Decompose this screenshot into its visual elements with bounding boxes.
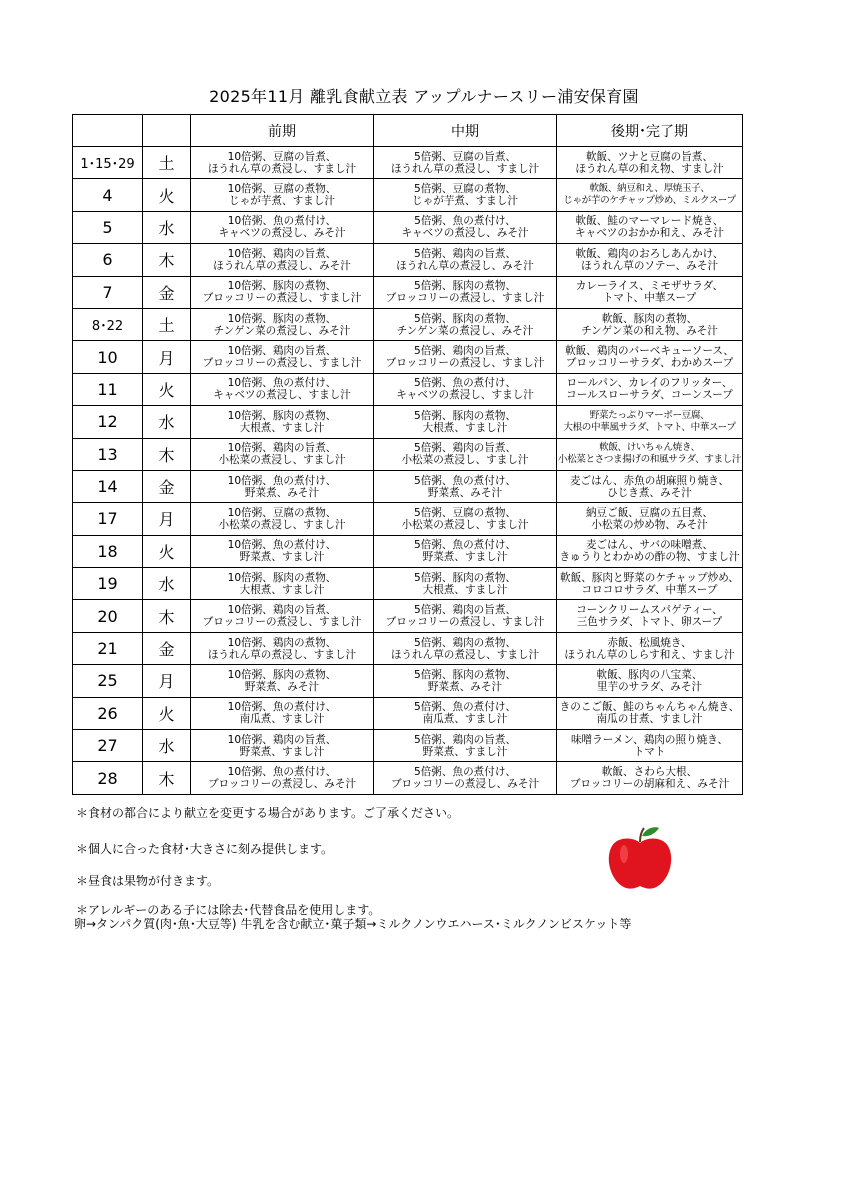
meal-line: 10倍粥、鶏肉の旨煮、 bbox=[227, 733, 337, 746]
early-stage-cell bbox=[191, 632, 374, 664]
middle-stage-cell bbox=[374, 406, 557, 438]
meal-line: 10倍粥、豆腐の旨煮、 bbox=[227, 150, 337, 163]
note-menu-change: ＊食材の都合により献立を変更する場合があります。ご了承ください。 bbox=[76, 806, 460, 820]
meal-line: じゃが芋煮、すまし汁 bbox=[412, 195, 518, 208]
meal-line: 5倍粥、豆腐の煮物、 bbox=[413, 506, 517, 519]
date-cell: 5 bbox=[73, 211, 143, 243]
meal-line: 10倍粥、魚の煮付け、 bbox=[227, 215, 337, 228]
date-cell: 17 bbox=[73, 503, 143, 535]
meal-line: 野菜煮、すまし汁 bbox=[422, 745, 508, 758]
meal-line: 10倍粥、魚の煮付け、 bbox=[227, 539, 337, 552]
meal-line: 軟飯、豚肉と野菜のケチャップ炒め、 bbox=[560, 571, 739, 584]
day-cell: 月 bbox=[143, 503, 191, 535]
meal-line: コロコロサラダ、中華スープ bbox=[581, 583, 718, 596]
meal-line: 5倍粥、鶏肉の旨煮、 bbox=[413, 733, 517, 746]
early-stage-cell bbox=[191, 179, 374, 211]
date-cell: 21 bbox=[73, 632, 143, 664]
day-cell: 火 bbox=[143, 179, 191, 211]
menu-row bbox=[73, 438, 743, 470]
meal-line: 軟飯、納豆和え、厚焼玉子、 bbox=[589, 183, 710, 195]
meal-line: カレーライス、ミモザサラダ、 bbox=[575, 280, 724, 293]
meal-line: チンゲン菜の和え物、みそ汁 bbox=[581, 324, 718, 337]
meal-line: 5倍粥、魚の煮付け、 bbox=[413, 701, 517, 714]
early-stage-cell bbox=[191, 308, 374, 340]
meal-line: 野菜煮、すまし汁 bbox=[239, 745, 325, 758]
late-stage-cell bbox=[557, 730, 743, 762]
early-stage-cell bbox=[191, 373, 374, 405]
meal-line: ブロッコリーサラダ、わかめスープ bbox=[565, 357, 734, 370]
header-middle-stage: 中期 bbox=[374, 115, 557, 147]
meal-line: キャベツの煮浸し、みそ汁 bbox=[218, 227, 346, 240]
page-title: 2025年11月 離乳食献立表 アップルナースリー浦安保育園 bbox=[209, 87, 639, 106]
meal-line: キャベツの煮浸し、すまし汁 bbox=[396, 389, 534, 402]
meal-line: 10倍粥、鶏肉の旨煮、 bbox=[227, 345, 337, 358]
meal-line: ブロッコリーの煮浸し、みそ汁 bbox=[390, 778, 540, 791]
meal-line: 大根煮、すまし汁 bbox=[239, 421, 325, 434]
day-cell: 水 bbox=[143, 730, 191, 762]
meal-line: 大根煮、すまし汁 bbox=[422, 421, 508, 434]
meal-line: 10倍粥、鶏肉の旨煮、 bbox=[227, 604, 337, 617]
meal-line: ブロッコリーの煮浸し、すまし汁 bbox=[202, 357, 362, 370]
date-cell: 19 bbox=[73, 568, 143, 600]
menu-row bbox=[73, 470, 743, 502]
middle-stage-cell bbox=[374, 568, 557, 600]
meal-line: 10倍粥、豚肉の煮物、 bbox=[227, 280, 337, 293]
meal-line: 10倍粥、豚肉の煮物、 bbox=[227, 312, 337, 325]
late-stage-cell bbox=[557, 179, 743, 211]
menu-row bbox=[73, 697, 743, 729]
meal-line: キャベツのおかか和え、みそ汁 bbox=[575, 227, 724, 240]
meal-line: 野菜煮、みそ汁 bbox=[244, 486, 320, 499]
meal-line: チンゲン菜の煮浸し、みそ汁 bbox=[213, 324, 351, 337]
date-cell: 14 bbox=[73, 470, 143, 502]
meal-line: 5倍粥、鶏肉の煮物、 bbox=[413, 636, 517, 649]
meal-line: 里芋のサラダ、みそ汁 bbox=[596, 680, 703, 693]
late-stage-cell bbox=[557, 600, 743, 632]
meal-line: 5倍粥、豆腐の旨煮、 bbox=[413, 150, 517, 163]
meal-line: 10倍粥、豚肉の煮物、 bbox=[227, 409, 337, 422]
meal-line: 5倍粥、魚の煮付け、 bbox=[413, 474, 517, 487]
apple-highlight bbox=[620, 845, 628, 863]
late-stage-cell bbox=[557, 438, 743, 470]
late-stage-cell bbox=[557, 341, 743, 373]
menu-row bbox=[73, 568, 743, 600]
apple-icon bbox=[604, 822, 676, 892]
meal-line: 軟飯、鮭のマーマレード焼き、 bbox=[575, 215, 724, 228]
meal-line: 納豆ご飯、豆腐の五目煮、 bbox=[585, 506, 714, 519]
day-cell: 水 bbox=[143, 568, 191, 600]
meal-line: 5倍粥、鶏肉の旨煮、 bbox=[413, 345, 517, 358]
meal-line: 5倍粥、魚の煮付け、 bbox=[413, 539, 517, 552]
late-stage-cell bbox=[557, 697, 743, 729]
date-cell: 26 bbox=[73, 697, 143, 729]
middle-stage-cell bbox=[374, 665, 557, 697]
middle-stage-cell bbox=[374, 308, 557, 340]
date-cell: 11 bbox=[73, 373, 143, 405]
meal-line: 10倍粥、魚の煮付け、 bbox=[227, 766, 337, 779]
meal-line: ほうれん草の煮浸し、すまし汁 bbox=[390, 648, 540, 661]
meal-line: 5倍粥、豚肉の煮物、 bbox=[413, 280, 517, 293]
menu-row bbox=[73, 308, 743, 340]
meal-line: 軟飯、ツナと豆腐の旨煮、 bbox=[585, 150, 714, 163]
meal-line: キャベツの煮浸し、みそ汁 bbox=[401, 227, 529, 240]
menu-row bbox=[73, 276, 743, 308]
menu-row bbox=[73, 179, 743, 211]
meal-line: コーンクリームスパゲティー、 bbox=[576, 604, 723, 617]
early-stage-cell bbox=[191, 406, 374, 438]
date-cell: 28 bbox=[73, 762, 143, 794]
meal-line: 10倍粥、魚の煮付け、 bbox=[227, 701, 337, 714]
meal-line: ブロッコリーの胡麻和え、みそ汁 bbox=[569, 778, 730, 791]
middle-stage-cell bbox=[374, 632, 557, 664]
menu-row bbox=[73, 503, 743, 535]
meal-line: 軟飯、鶏肉のバーベキューソース、 bbox=[565, 345, 734, 358]
meal-line: トマト、中華スープ bbox=[602, 292, 697, 305]
date-cell: 13 bbox=[73, 438, 143, 470]
meal-line: 軟飯、けいちゃん焼き、 bbox=[599, 442, 700, 454]
meal-line: チンゲン菜の煮浸し、みそ汁 bbox=[396, 324, 534, 337]
meal-line: きのこご飯、鮭のちゃんちゃん焼き、 bbox=[559, 701, 740, 714]
late-stage-cell bbox=[557, 308, 743, 340]
day-cell: 水 bbox=[143, 211, 191, 243]
note-allergy: ＊アレルギーのある子には除去･代替食品を使用します。 bbox=[76, 903, 381, 917]
meal-line: ひじき煮、みそ汁 bbox=[607, 486, 692, 499]
day-cell: 金 bbox=[143, 632, 191, 664]
late-stage-cell bbox=[557, 147, 743, 179]
meal-line: ブロッコリーの煮浸し、すまし汁 bbox=[385, 357, 545, 370]
middle-stage-cell bbox=[374, 535, 557, 567]
meal-line: 5倍粥、豚肉の煮物、 bbox=[413, 571, 517, 584]
menu-row bbox=[73, 211, 743, 243]
menu-row bbox=[73, 341, 743, 373]
meal-line: 小松菜の煮浸し、すまし汁 bbox=[401, 518, 529, 531]
meal-line: ロールパン、カレイのフリッター、 bbox=[566, 377, 733, 390]
meal-line: 軟飯、さわら大根、 bbox=[601, 766, 698, 779]
meal-line: ほうれん草の煮浸し、すまし汁 bbox=[390, 162, 540, 175]
meal-line: 三色サラダ、トマト、卵スープ bbox=[576, 616, 723, 629]
date-cell: 20 bbox=[73, 600, 143, 632]
day-cell: 木 bbox=[143, 600, 191, 632]
late-stage-cell bbox=[557, 276, 743, 308]
date-cell: 4 bbox=[73, 179, 143, 211]
late-stage-cell bbox=[557, 244, 743, 276]
early-stage-cell bbox=[191, 762, 374, 794]
late-stage-cell bbox=[557, 373, 743, 405]
day-cell: 土 bbox=[143, 308, 191, 340]
menu-row bbox=[73, 373, 743, 405]
meal-line: 軟飯、鶏肉のおろしあんかけ、 bbox=[575, 247, 724, 260]
date-cell: 25 bbox=[73, 665, 143, 697]
meal-line: 小松菜の炒め物、みそ汁 bbox=[591, 518, 708, 531]
meal-line: 野菜煮、すまし汁 bbox=[239, 551, 325, 564]
meal-line: 5倍粥、豚肉の煮物、 bbox=[413, 668, 517, 681]
middle-stage-cell bbox=[374, 438, 557, 470]
header-late-stage: 後期･完了期 bbox=[557, 115, 743, 147]
date-cell: 1･15･29 bbox=[73, 147, 143, 179]
middle-stage-cell bbox=[374, 470, 557, 502]
day-cell: 月 bbox=[143, 665, 191, 697]
menu-row bbox=[73, 665, 743, 697]
meal-line: 赤飯、松風焼き、 bbox=[607, 636, 692, 649]
meal-line: トマト bbox=[633, 745, 666, 758]
meal-line: 10倍粥、鶏肉の煮物、 bbox=[227, 636, 337, 649]
meal-line: 5倍粥、鶏肉の旨煮、 bbox=[413, 442, 517, 455]
meal-line: 軟飯、豚肉の八宝菜、 bbox=[596, 668, 703, 681]
early-stage-cell bbox=[191, 276, 374, 308]
day-cell: 火 bbox=[143, 373, 191, 405]
meal-line: 野菜煮、みそ汁 bbox=[427, 680, 503, 693]
meal-line: 10倍粥、魚の煮付け、 bbox=[227, 474, 337, 487]
meal-line: ほうれん草のしらす和え、すまし汁 bbox=[564, 648, 735, 661]
header-row bbox=[73, 115, 743, 147]
early-stage-cell bbox=[191, 244, 374, 276]
date-cell: 27 bbox=[73, 730, 143, 762]
meal-line: ほうれん草の煮浸し、すまし汁 bbox=[207, 162, 357, 175]
middle-stage-cell bbox=[374, 503, 557, 535]
meal-line: 10倍粥、豚肉の煮物、 bbox=[227, 571, 337, 584]
meal-line: ブロッコリーの煮浸し、みそ汁 bbox=[207, 778, 357, 791]
late-stage-cell bbox=[557, 211, 743, 243]
header-early-stage: 前期 bbox=[191, 115, 374, 147]
day-cell: 月 bbox=[143, 341, 191, 373]
day-cell: 土 bbox=[143, 147, 191, 179]
meal-line: コールスローサラダ、コーンスープ bbox=[566, 389, 733, 402]
meal-line: 小松菜の煮浸し、すまし汁 bbox=[218, 454, 346, 467]
meal-line: ほうれん草の煮浸し、すまし汁 bbox=[207, 648, 357, 661]
note-allergy-detail: 卵→タンパク質(肉･魚･大豆等) 牛乳を含む献立･菓子類→ミルクノンウエハース･ミルクノンビスケット等 bbox=[74, 917, 632, 931]
meal-line: 大根煮、すまし汁 bbox=[239, 583, 325, 596]
meal-line: 味噌ラーメン、鶏肉の照り焼き、 bbox=[570, 733, 729, 746]
meal-line: 5倍粥、豚肉の煮物、 bbox=[413, 409, 517, 422]
meal-line: 南瓜煮、すまし汁 bbox=[239, 713, 325, 726]
meal-line: 5倍粥、魚の煮付け、 bbox=[414, 215, 516, 228]
day-cell: 木 bbox=[143, 438, 191, 470]
late-stage-cell bbox=[557, 665, 743, 697]
note-portion: ＊個人に合った食材･大きさに刻み提供します。 bbox=[76, 842, 334, 856]
note-fruit: ＊昼食は果物が付きます。 bbox=[76, 874, 220, 888]
meal-line: 5倍粥、豆腐の煮物、 bbox=[413, 183, 517, 196]
early-stage-cell bbox=[191, 697, 374, 729]
menu-row bbox=[73, 406, 743, 438]
meal-line: 大根煮、すまし汁 bbox=[422, 583, 508, 596]
early-stage-cell bbox=[191, 211, 374, 243]
meal-line: ブロッコリーの煮浸し、すまし汁 bbox=[385, 292, 545, 305]
middle-stage-cell bbox=[374, 373, 557, 405]
day-cell: 火 bbox=[143, 697, 191, 729]
meal-line: 軟飯、豚肉の煮物、 bbox=[601, 312, 698, 325]
meal-line: 麦ごはん、サバの味噌煮、 bbox=[585, 539, 714, 552]
menu-row bbox=[73, 632, 743, 664]
middle-stage-cell bbox=[374, 600, 557, 632]
apple-body bbox=[609, 838, 671, 888]
middle-stage-cell bbox=[374, 147, 557, 179]
meal-line: 10倍粥、鶏肉の旨煮、 bbox=[227, 247, 337, 260]
meal-line: 10倍粥、鶏肉の旨煮、 bbox=[227, 442, 337, 455]
menu-row bbox=[73, 244, 743, 276]
meal-line: じゃが芋のケチャップ炒め、ミルクスープ bbox=[563, 195, 736, 207]
meal-line: ブロッコリーの煮浸し、すまし汁 bbox=[202, 292, 362, 305]
late-stage-cell bbox=[557, 762, 743, 794]
menu-row bbox=[73, 147, 743, 179]
middle-stage-cell bbox=[374, 341, 557, 373]
meal-line: ブロッコリーの煮浸し、すまし汁 bbox=[202, 616, 362, 629]
meal-line: 10倍粥、豆腐の煮物、 bbox=[227, 506, 337, 519]
header-date bbox=[73, 115, 143, 147]
date-cell: 10 bbox=[73, 341, 143, 373]
meal-line: 大根の中華風サラダ、トマト、中華スープ bbox=[563, 421, 736, 433]
meal-line: 野菜煮、みそ汁 bbox=[427, 486, 503, 499]
header-day bbox=[143, 115, 191, 147]
meal-line: 野菜煮、すまし汁 bbox=[422, 551, 508, 564]
meal-line: 麦ごはん、赤魚の胡麻照り焼き、 bbox=[569, 474, 730, 487]
meal-line: きゅうりとわかめの酢の物、すまし汁 bbox=[559, 551, 740, 564]
day-cell: 金 bbox=[143, 276, 191, 308]
menu-row bbox=[73, 762, 743, 794]
early-stage-cell bbox=[191, 503, 374, 535]
meal-line: キャベツの煮浸し、すまし汁 bbox=[213, 389, 351, 402]
date-cell: 8･22 bbox=[73, 308, 143, 340]
early-stage-cell bbox=[191, 665, 374, 697]
meal-line: 小松菜とさつま揚げの和風サラダ、すまし汁 bbox=[557, 454, 742, 466]
middle-stage-cell bbox=[374, 730, 557, 762]
late-stage-cell bbox=[557, 406, 743, 438]
day-cell: 木 bbox=[143, 244, 191, 276]
early-stage-cell bbox=[191, 470, 374, 502]
meal-line: 10倍粥、魚の煮付け、 bbox=[227, 377, 337, 390]
meal-line: 10倍粥、豆腐の煮物、 bbox=[227, 183, 337, 196]
late-stage-cell bbox=[557, 535, 743, 567]
day-cell: 金 bbox=[143, 470, 191, 502]
menu-table bbox=[72, 114, 743, 795]
meal-line: ほうれん草の和え物、すまし汁 bbox=[575, 162, 724, 175]
meal-line: 5倍粥、鶏肉の旨煮、 bbox=[413, 247, 517, 260]
meal-line: 南瓜の甘煮、すまし汁 bbox=[596, 713, 703, 726]
middle-stage-cell bbox=[374, 762, 557, 794]
meal-line: 5倍粥、鶏肉の旨煮、 bbox=[413, 604, 517, 617]
meal-line: じゃが芋煮、すまし汁 bbox=[229, 195, 335, 208]
date-cell: 18 bbox=[73, 535, 143, 567]
late-stage-cell bbox=[557, 632, 743, 664]
middle-stage-cell bbox=[374, 276, 557, 308]
meal-line: 野菜たっぷりマーボー豆腐、 bbox=[589, 409, 710, 421]
early-stage-cell bbox=[191, 147, 374, 179]
day-cell: 木 bbox=[143, 762, 191, 794]
meal-line: 小松菜の煮浸し、すまし汁 bbox=[218, 518, 346, 531]
middle-stage-cell bbox=[374, 179, 557, 211]
date-cell: 12 bbox=[73, 406, 143, 438]
early-stage-cell bbox=[191, 341, 374, 373]
middle-stage-cell bbox=[374, 211, 557, 243]
day-cell: 火 bbox=[143, 535, 191, 567]
late-stage-cell bbox=[557, 568, 743, 600]
early-stage-cell bbox=[191, 535, 374, 567]
middle-stage-cell bbox=[374, 697, 557, 729]
meal-line: ほうれん草のソテー、みそ汁 bbox=[580, 259, 719, 272]
early-stage-cell bbox=[191, 730, 374, 762]
menu-row bbox=[73, 600, 743, 632]
meal-line: 野菜煮、みそ汁 bbox=[244, 680, 320, 693]
meal-line: 5倍粥、豚肉の煮物、 bbox=[413, 312, 517, 325]
date-cell: 6 bbox=[73, 244, 143, 276]
meal-line: ブロッコリーの煮浸し、すまし汁 bbox=[385, 616, 545, 629]
meal-line: 小松菜の煮浸し、すまし汁 bbox=[401, 454, 529, 467]
early-stage-cell bbox=[191, 568, 374, 600]
meal-line: 10倍粥、豚肉の煮物、 bbox=[227, 668, 337, 681]
meal-line: ほうれん草の煮浸し、みそ汁 bbox=[213, 259, 351, 272]
late-stage-cell bbox=[557, 470, 743, 502]
menu-row bbox=[73, 730, 743, 762]
late-stage-cell bbox=[557, 503, 743, 535]
early-stage-cell bbox=[191, 438, 374, 470]
date-cell: 7 bbox=[73, 276, 143, 308]
meal-line: 5倍粥、魚の煮付け、 bbox=[413, 766, 517, 779]
meal-line: 南瓜煮、すまし汁 bbox=[422, 713, 508, 726]
early-stage-cell bbox=[191, 600, 374, 632]
meal-line: ほうれん草の煮浸し、みそ汁 bbox=[396, 259, 534, 272]
meal-line: 5倍粥、魚の煮付け、 bbox=[413, 377, 517, 390]
menu-row bbox=[73, 535, 743, 567]
day-cell: 水 bbox=[143, 406, 191, 438]
middle-stage-cell bbox=[374, 244, 557, 276]
